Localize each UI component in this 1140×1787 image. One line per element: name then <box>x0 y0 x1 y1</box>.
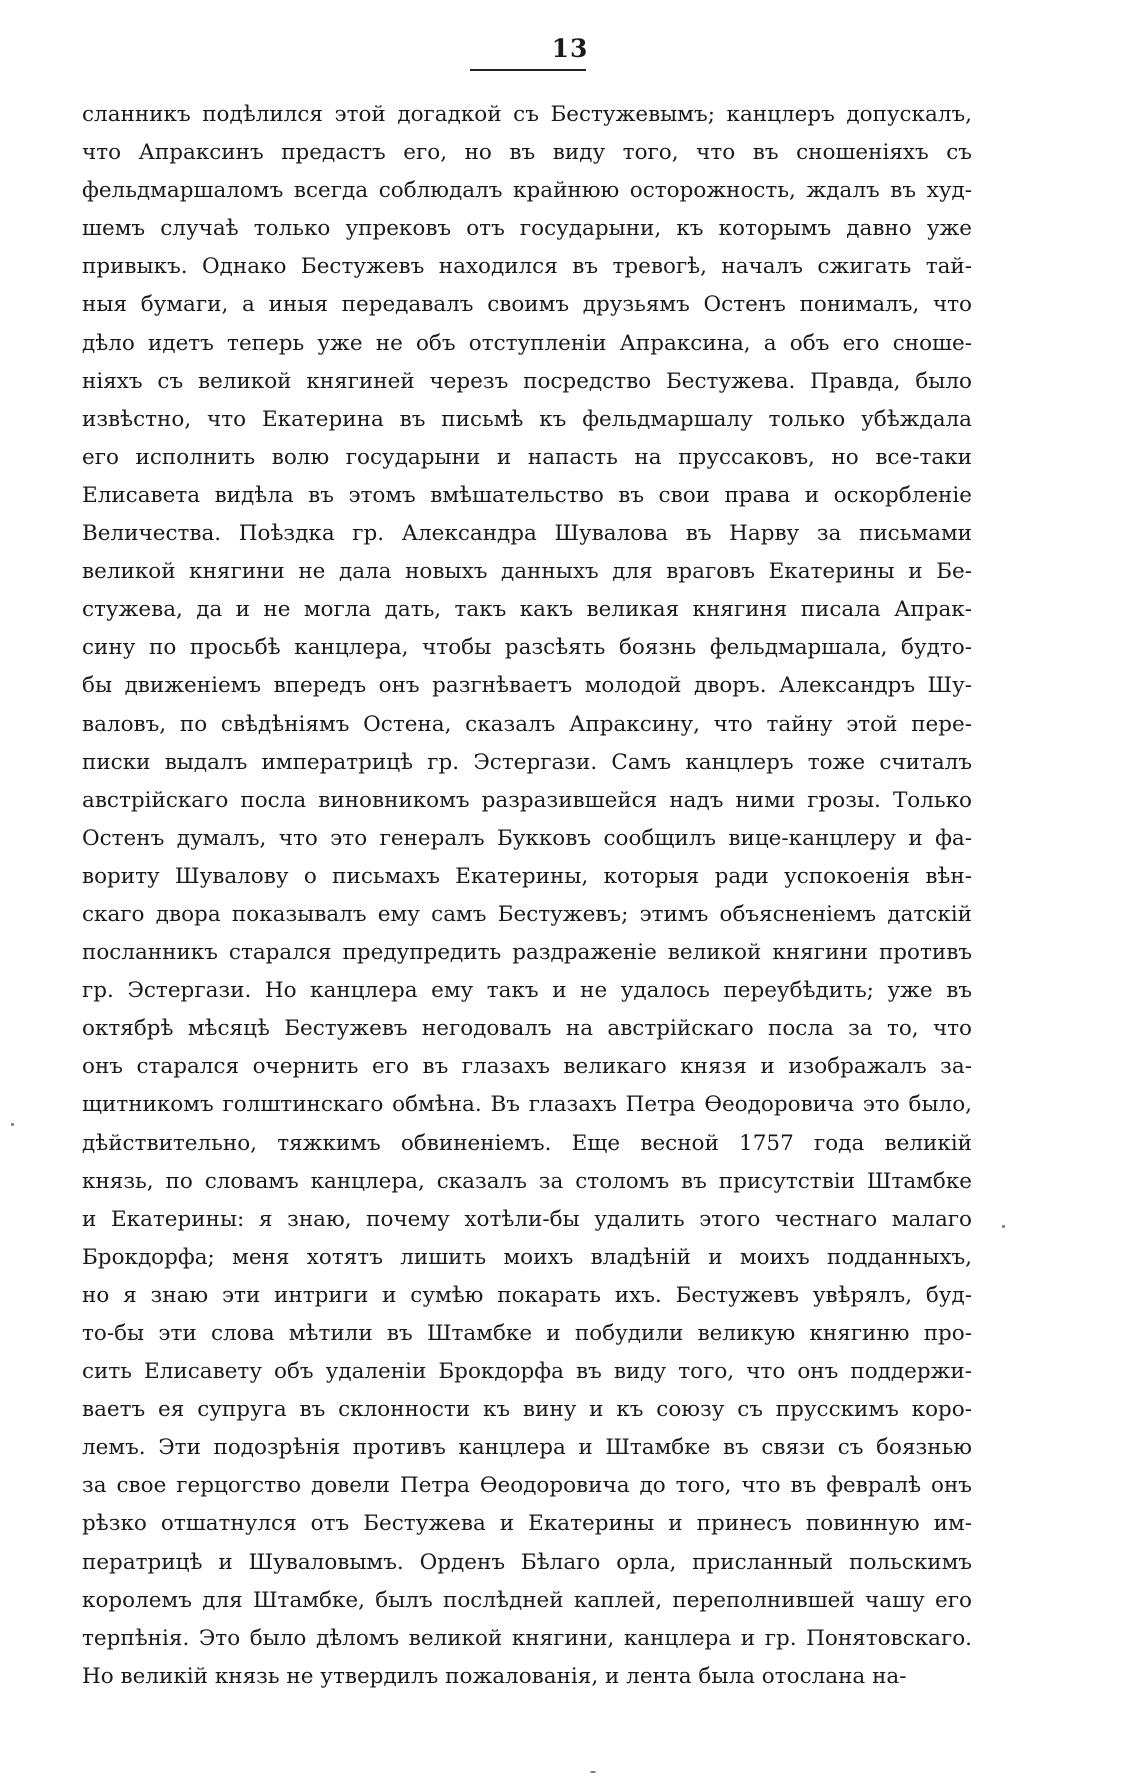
text-line: дѣйствительно, тяжкимъ обвиненіемъ. Еще весной 1757 года великій <box>82 1130 972 1156</box>
text-line: ператрицѣ и Шуваловымъ. Орденъ Бѣлаго орла, присланный польскимъ <box>82 1549 972 1575</box>
text-line: сину по просьбѣ канцлера, чтобы разсѣять боязнь фельдмаршала, будто- <box>82 635 972 661</box>
text-line: его исполнить волю государыни и напасть на пруссаковъ, но все-таки <box>82 444 972 470</box>
text-line: австрійскаго посла виновникомъ разразившейся надъ ними грозы. Только <box>82 787 972 813</box>
text-line: скаго двора показывалъ ему самъ Бестужевъ; этимъ объясненіемъ датскій <box>82 901 972 927</box>
text-line: Остенъ думалъ, что это генералъ Букковъ сообщилъ вице-канцлеру и фа- <box>82 825 972 851</box>
text-line: королемъ для Штамбке, былъ послѣдней каплей, переполнившей чашу его <box>82 1587 972 1613</box>
text-line: сланникъ подѣлился этой догадкой съ Бестужевымъ; канцлеръ допускалъ, <box>82 102 972 127</box>
text-line: бы движеніемъ впередъ онъ разгнѣваетъ молодой дворъ. Александръ Шу- <box>82 673 972 699</box>
text-line: и Екатерины: я знаю, почему хотѣли-бы удалить этого честнаго малаго <box>82 1206 972 1232</box>
text-line: ніяхъ съ великой княгиней черезъ посредство Бестужева. Правда, было <box>82 368 972 394</box>
text-line: что Апраксинъ предастъ его, но въ виду того, что въ сношеніяхъ съ <box>82 140 972 166</box>
text-line: валовъ, по свѣдѣніямъ Остена, сказалъ Апраксину, что тайну этой пере- <box>82 711 972 737</box>
text-line: Брокдорфа; меня хотятъ лишить моихъ владѣній и моихъ подданныхъ, <box>82 1244 972 1270</box>
body-text <box>82 96 972 1696</box>
text-line: октябрѣ мѣсяцѣ Бестужевъ негодовалъ на австрійскаго посла за то, что <box>82 1016 972 1042</box>
text-line: но я знаю эти интриги и сумѣю покарать ихъ. Бестужевъ увѣрялъ, буд- <box>82 1282 972 1308</box>
text-line: дѣло идетъ теперь уже не объ отступленіи Апраксина, а объ его сноше- <box>82 330 972 356</box>
scan-speck <box>11 1123 14 1126</box>
text-line: за свое герцогство довели Петра Ѳеодоровича до того, что въ февралѣ онъ <box>82 1473 972 1499</box>
text-line: шемъ случаѣ только упрековъ отъ государыни, къ которымъ давно уже <box>82 216 972 242</box>
scan-speck <box>590 1771 596 1773</box>
text-line: щитникомъ голштинскаго обмѣна. Въ глазахъ Петра Ѳеодоровича это было, <box>82 1092 972 1118</box>
text-line: сить Елисавету объ удаленіи Брокдорфа въ виду того, что онъ поддержи- <box>82 1359 972 1385</box>
text-line: гр. Эстергази. Но канцлера ему такъ и не удалось переубѣдить; уже въ <box>82 978 972 1004</box>
text-line: ныя бумаги, а иныя передавалъ своимъ друзьямъ Остенъ понималъ, что <box>82 292 972 318</box>
text-line: вориту Шувалову о письмахъ Екатерины, которыя ради успокоенія вѣн- <box>82 863 972 889</box>
text-line: то-бы эти слова мѣтили въ Штамбке и побудили великую княгиню про- <box>82 1321 972 1346</box>
text-line: посланникъ старался предупредить раздраженіе великой княгини противъ <box>82 940 972 966</box>
text-line: Но великій князь не утвердилъ пожалованія, и лента была отослана на- <box>82 1663 907 1689</box>
text-line: Величества. Поѣздка гр. Александра Шувалова въ Нарву за письмами <box>82 521 972 547</box>
page-number-rule <box>470 69 586 71</box>
text-line: Елисавета видѣла въ этомъ вмѣшательство въ свои права и оскорбленіе <box>82 482 972 508</box>
text-line: великой княгини не дала новыхъ данныхъ для враговъ Екатерины и Бе- <box>82 559 972 585</box>
scan-speck <box>1002 1225 1005 1228</box>
text-line: фельдмаршаломъ всегда соблюдалъ крайнюю осторожность, ждалъ въ худ- <box>82 178 972 204</box>
text-line: терпѣнія. Это было дѣломъ великой княгини, канцлера и гр. Понятовскаго. <box>82 1625 972 1651</box>
text-line: князь, по словамъ канцлера, сказалъ за столомъ въ присутствіи Штамбке <box>82 1168 972 1194</box>
text-line: онъ старался очернить его въ глазахъ великаго князя и изображалъ за- <box>82 1054 972 1080</box>
page-number: 13 <box>551 34 589 63</box>
text-line: извѣстно, что Екатерина въ письмѣ къ фельдмаршалу только убѣждала <box>82 406 972 432</box>
text-line: писки выдалъ императрицѣ гр. Эстергази. Самъ канцлеръ тоже считалъ <box>82 749 972 775</box>
text-line: ваетъ ея супруга въ склонности къ вину и къ союзу съ прусскимъ коро- <box>82 1397 972 1423</box>
text-line: лемъ. Эти подозрѣнія противъ канцлера и Штамбке въ связи съ боязнью <box>82 1435 972 1461</box>
text-line: стужева, да и не могла дать, такъ какъ великая княгиня писала Апрак- <box>82 597 972 623</box>
text-line: рѣзко отшатнулся отъ Бестужева и Екатерины и принесъ повинную им- <box>82 1511 972 1537</box>
text-line: привыкъ. Однако Бестужевъ находился въ тревогѣ, началъ сжигать тай- <box>82 254 972 280</box>
